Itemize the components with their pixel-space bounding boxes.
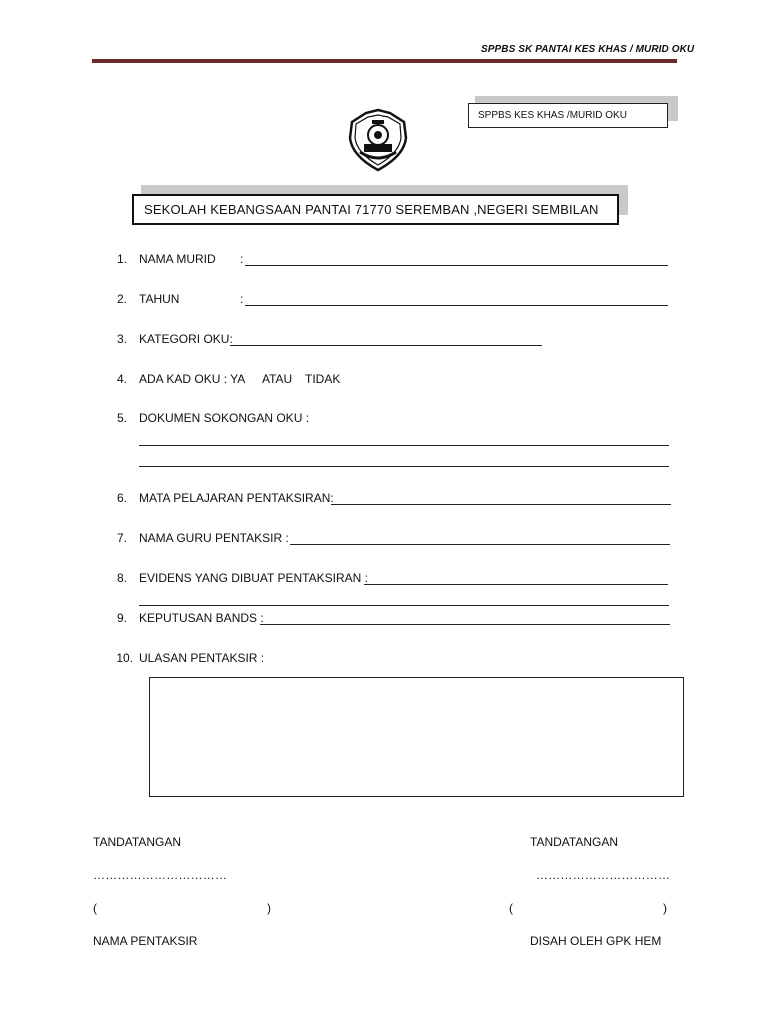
item-label-ada-kad-oku: ADA KAD OKU : YA	[139, 372, 246, 386]
school-name-box	[132, 194, 619, 225]
option-atau: ATAU	[262, 372, 293, 386]
running-header: SPPBS SK PANTAI KES KHAS / MURID OKU	[481, 44, 695, 55]
form-tag-label: SPPBS KES KHAS /MURID OKU	[478, 110, 627, 121]
item-label-mata-pelajaran: MATA PELAJARAN PENTAKSIRAN:	[139, 491, 334, 505]
form-tag-box	[468, 103, 668, 128]
item-number: 2.	[116, 292, 127, 306]
paren-close-left: )	[267, 901, 271, 915]
item-label-nama-guru: NAMA GURU PENTAKSIR :	[139, 531, 289, 545]
item-number: 6.	[116, 491, 127, 505]
paren-open-right: (	[509, 901, 513, 915]
header-rule	[92, 59, 677, 63]
item-number: 3.	[116, 332, 127, 346]
signature-name-right: DISAH OLEH GPK HEM	[530, 934, 662, 948]
paren-close-right: )	[663, 901, 667, 915]
keputusan-bands-field-line[interactable]	[260, 624, 670, 625]
item-number: 8.	[116, 571, 127, 585]
item-label-ulasan-pentaksir: ULASAN PENTAKSIR :	[139, 651, 265, 665]
nama-guru-field-line[interactable]	[290, 544, 670, 545]
paren-open-left: (	[93, 901, 97, 915]
signature-title-right: TANDATANGAN	[530, 835, 619, 849]
item-colon: :	[240, 292, 244, 306]
ulasan-comment-box[interactable]	[149, 677, 684, 797]
school-crest-logo	[346, 108, 410, 172]
signature-dots-left[interactable]: ……………………………	[93, 868, 228, 882]
signature-title-left: TANDATANGAN	[93, 835, 182, 849]
kategori-oku-field-line[interactable]	[230, 345, 542, 346]
evidens-field-line-1[interactable]	[364, 584, 668, 585]
tahun-field-line[interactable]	[245, 305, 668, 306]
item-label-evidens: EVIDENS YANG DIBUAT PENTAKSIRAN :	[139, 571, 368, 585]
school-name: SEKOLAH KEBANGSAAN PANTAI 71770 SEREMBAN ,NEGERI SEMBILAN	[144, 202, 599, 217]
item-colon: :	[240, 252, 244, 266]
item-label-dokumen-sokongan: DOKUMEN SOKONGAN OKU :	[139, 411, 310, 425]
signature-name-left: NAMA PENTAKSIR	[93, 934, 198, 948]
item-number: 7.	[116, 531, 127, 545]
dokumen-field-line-2[interactable]	[139, 466, 669, 467]
item-label-kategori-oku: KATEGORI OKU:	[139, 332, 233, 346]
item-number: 1.	[116, 252, 127, 266]
evidens-field-line-2[interactable]	[139, 605, 669, 606]
dokumen-field-line-1[interactable]	[139, 445, 669, 446]
item-number: 5.	[116, 411, 127, 425]
item-label-nama-murid: NAMA MURID	[139, 252, 216, 266]
item-number: 9.	[116, 611, 127, 625]
nama-murid-field-line[interactable]	[245, 265, 668, 266]
item-number: 4.	[116, 372, 127, 386]
option-tidak[interactable]: TIDAK	[305, 372, 341, 386]
item-number: 10.	[116, 651, 133, 665]
item-label-keputusan-bands: KEPUTUSAN BANDS :	[139, 611, 264, 625]
item-label-tahun: TAHUN	[139, 292, 180, 306]
signature-dots-right[interactable]: ……………………………	[536, 868, 671, 882]
mata-pelajaran-field-line[interactable]	[331, 504, 671, 505]
